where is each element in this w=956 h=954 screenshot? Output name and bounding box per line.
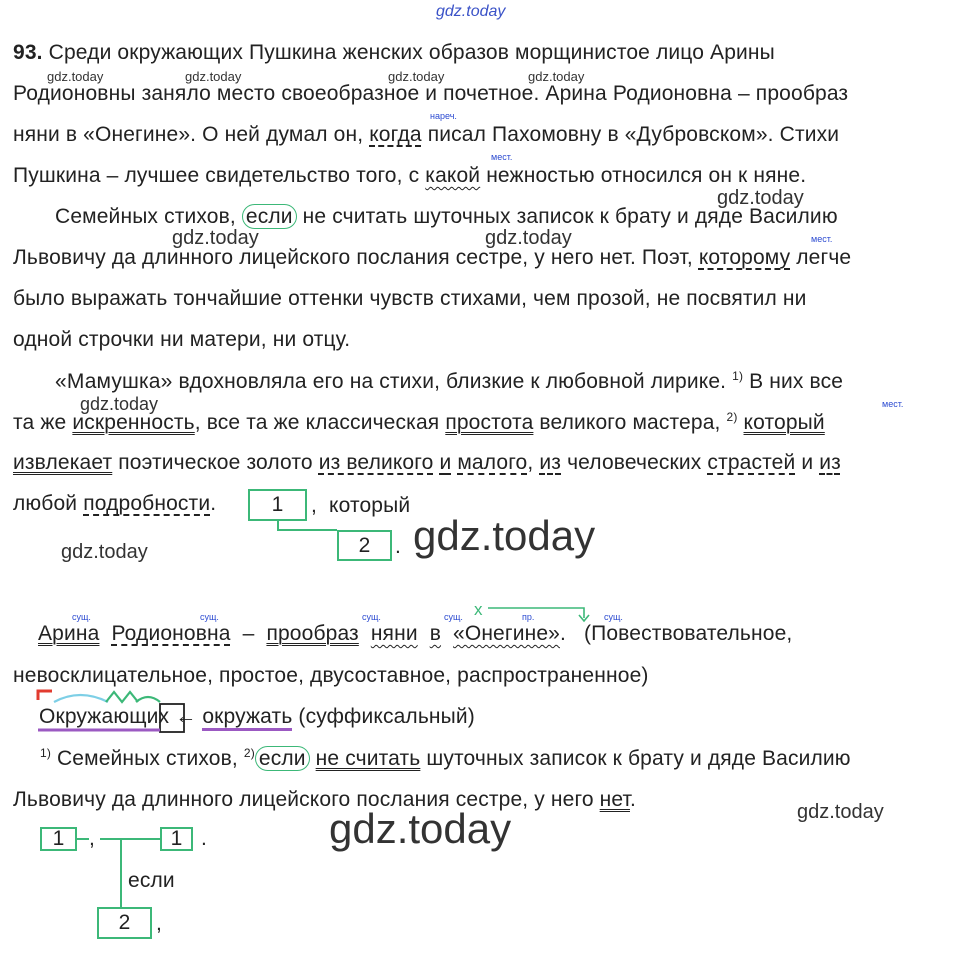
word-predicate: извлекает: [13, 451, 113, 474]
scheme-connector: [100, 838, 162, 840]
scheme-box-subordinate: 2: [97, 907, 152, 939]
scheme-word: который: [329, 494, 411, 517]
text: нежностью относился он к няне.: [486, 164, 807, 187]
scheme-connector: [277, 529, 337, 531]
parse-line: [40, 746, 851, 771]
word-object: из великого: [318, 451, 434, 474]
text: (Повествовательное,: [583, 622, 793, 645]
scheme-connector: [77, 838, 89, 840]
link-arrow: [484, 600, 594, 624]
text-line: [13, 164, 806, 188]
watermark: gdz.today: [185, 69, 242, 84]
control-mark: x: [474, 600, 483, 619]
text: Семейных стихов,: [56, 747, 238, 770]
text: Львовичу да длинного лицейского послания сестре, у него нет. Поэт,: [13, 246, 693, 269]
text-line: Родионовны заняло место своеобразное и почетное. Арина Родионовна – прообраз: [13, 82, 849, 105]
scheme-connector: [120, 839, 122, 908]
scheme-comma: ,: [311, 494, 317, 517]
text: человеческих: [567, 451, 702, 474]
text: не считать шуточных записок к брату и дяде Василию: [302, 205, 838, 228]
watermark: gdz.today: [388, 69, 445, 84]
text: .: [210, 492, 217, 515]
watermark: gdz.today: [528, 69, 585, 84]
text: ,: [527, 451, 534, 474]
text: В них все: [749, 370, 844, 393]
text-line: одной строчки ни матери, ни отцу.: [13, 328, 351, 351]
watermark: gdz.today: [797, 801, 884, 823]
word-object: страстей: [707, 451, 796, 474]
text: Львовичу да длинного лицейского послания сестре, у него: [13, 788, 594, 811]
watermark-large: gdz.today: [413, 512, 596, 559]
sentence-number: 1): [40, 746, 51, 760]
word-object: из: [539, 451, 562, 474]
text: Пушкина – лучшее свидетельство того, с: [13, 164, 420, 187]
word-attribute: какой: [425, 164, 481, 187]
scheme-comma: ,: [89, 827, 95, 850]
word-predicate: нет: [599, 788, 630, 811]
pos-tag: мест.: [811, 234, 833, 244]
watermark-large: gdz.today: [329, 805, 512, 852]
scheme-word: если: [128, 869, 175, 892]
text-line: [13, 41, 775, 65]
word-subject: который: [743, 411, 825, 434]
text: .: [560, 622, 566, 645]
sentence-number: 1): [732, 369, 744, 383]
watermark: gdz.today: [80, 394, 159, 414]
word-subject: простота: [445, 411, 534, 434]
text: Семейных стихов,: [55, 205, 236, 228]
scheme-box-subordinate: 2: [337, 530, 392, 561]
text-line: [55, 205, 838, 229]
conjunction-circled: если: [255, 746, 310, 771]
word-adverbial: когда: [369, 123, 422, 146]
text: поэтическое золото: [118, 451, 313, 474]
pos-tag: сущ.: [604, 612, 623, 622]
scheme-dot: .: [201, 827, 207, 850]
text: –: [242, 622, 255, 645]
parse-line: [13, 788, 636, 812]
word-object: малого: [457, 451, 528, 474]
word-object: и: [439, 451, 452, 474]
text: и: [801, 451, 814, 474]
text: шуточных записок к брату и дяде Василию: [426, 747, 851, 770]
exercise-number: 93.: [13, 41, 43, 64]
watermark-top: gdz.today: [436, 3, 506, 20]
sentence-number: 2): [726, 410, 738, 424]
word-ending: их: [146, 705, 170, 728]
pos-tag: сущ.: [444, 612, 463, 622]
text: Среди окружающих Пушкина женских образов морщинистое лицо Арины: [48, 41, 775, 64]
watermark: gdz.today: [47, 69, 104, 84]
text: любой: [13, 492, 78, 515]
text: писал Пахомовну в «Дубровском». Стихи: [427, 123, 840, 146]
text: няни в «Онегине». О ней думал он,: [13, 123, 364, 146]
arrow-icon: ←: [175, 705, 197, 728]
method: (суффиксальный): [298, 705, 475, 728]
watermark: gdz.today: [61, 541, 148, 563]
analysis-line: [38, 622, 792, 646]
word-predicate: не считать: [315, 747, 421, 770]
text: легче: [796, 246, 852, 269]
word-attribute: «Онегине»: [453, 622, 560, 645]
scheme-box-main: 1: [40, 827, 77, 851]
pos-tag: мест.: [882, 399, 904, 409]
text-line: было выражать тончайшие оттенки чувств стихами, чем прозой, не посвятил ни: [13, 287, 807, 310]
watermark: gdz.today: [717, 187, 804, 209]
pos-tag: сущ.: [362, 612, 381, 622]
word-object: подробности: [83, 492, 211, 515]
word-attribute: Родионовна: [111, 622, 231, 645]
scheme-dot: .: [395, 535, 401, 558]
text: великого мастера,: [539, 411, 721, 434]
text-line: [13, 451, 841, 475]
pos-tag: сущ.: [200, 612, 219, 622]
base-word: окружать: [202, 705, 292, 731]
pos-tag: пр.: [522, 612, 535, 622]
pos-tag: мест.: [491, 152, 513, 162]
scheme-comma: ,: [156, 912, 162, 935]
word-predicate: прообраз: [266, 622, 359, 645]
word-object: из: [819, 451, 841, 474]
text: .: [629, 788, 636, 811]
conjunction-circled: если: [242, 204, 297, 229]
morph-line: [39, 705, 475, 729]
pos-tag: сущ.: [72, 612, 91, 622]
text-line: [13, 492, 216, 516]
sentence-number: 2): [243, 746, 255, 760]
analysis-line: невосклицательное, простое, двусоставное, распространенное): [13, 664, 649, 687]
word-attribute: няни: [370, 622, 418, 645]
text-line: [13, 123, 839, 147]
word-object: которому: [698, 246, 791, 269]
text: , все та же классическая: [194, 411, 440, 434]
watermark: gdz.today: [485, 227, 572, 249]
text: «Мамушка» вдохновляла его на стихи, близкие к любовной лирике.: [55, 370, 727, 393]
word-subject: искренность: [72, 411, 195, 434]
watermark: gdz.today: [172, 227, 259, 249]
text-line: [13, 246, 851, 270]
word-subject: Арина: [38, 622, 100, 645]
scheme-box-main: 1: [248, 489, 307, 521]
text-line: [13, 410, 825, 435]
word-stem: Окружающ: [39, 705, 147, 728]
pos-tag: нареч.: [430, 111, 457, 121]
text-line: [55, 369, 843, 394]
word-attribute: в: [429, 622, 442, 645]
text: та же: [13, 411, 67, 434]
scheme-box-main: 1: [160, 827, 193, 851]
